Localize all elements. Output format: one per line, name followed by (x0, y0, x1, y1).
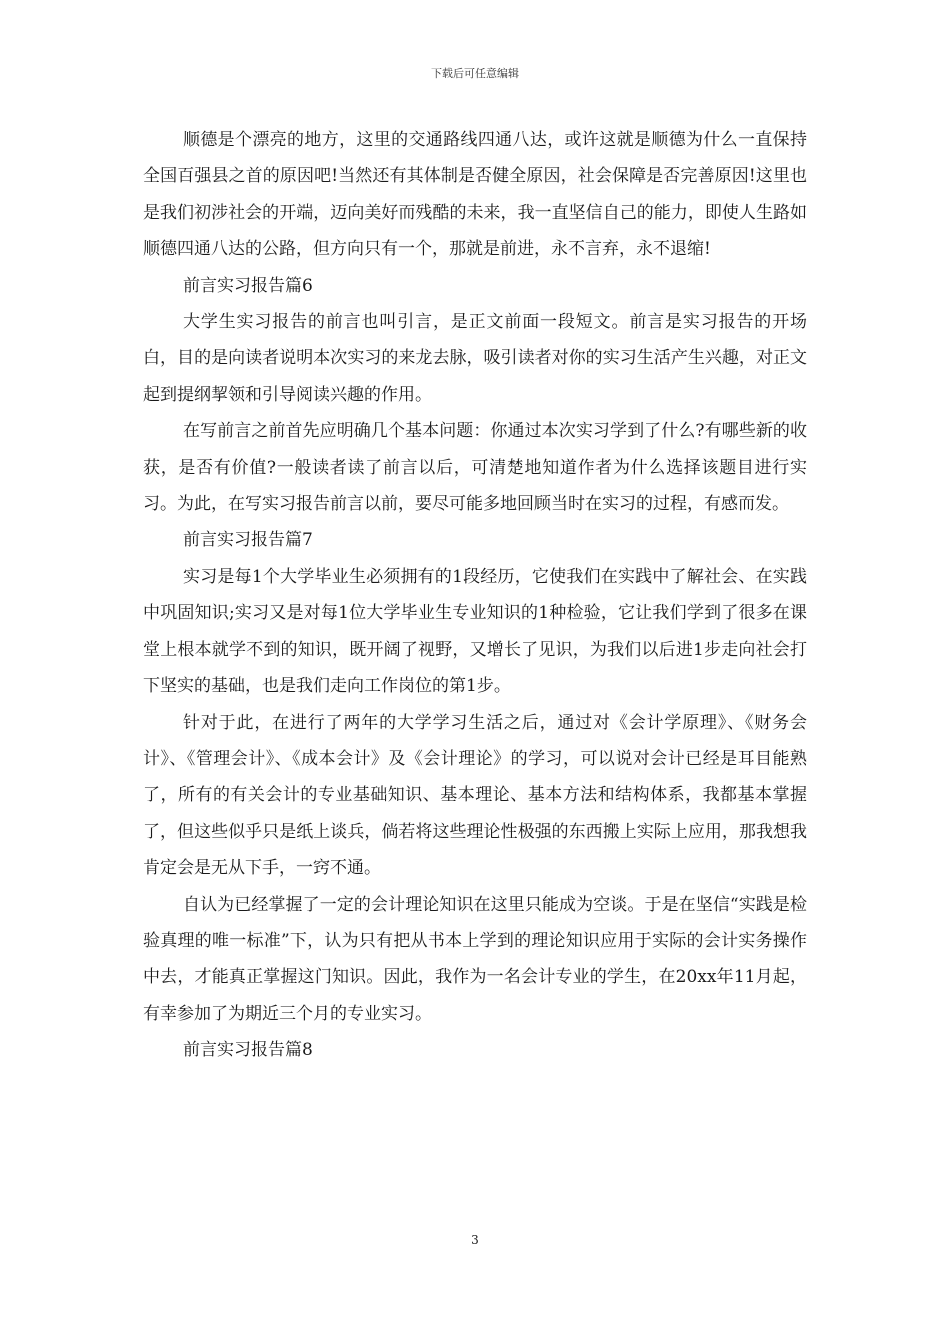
paragraph-practice-truth: 自认为已经掌握了一定的会计理论知识在这里只能成为空谈。于是在坚信“实践是检验真理的唯一标准”下，认为只有把从书本上学到的理论知识应用于实际的会计实务操作中去，才能真正掌握这门知识。因此，我作为一名会计专业的学生，在20xx年11月起，有幸参加了为期近三个月的专业实习。 (143, 894, 807, 1024)
page-header-note: 下载后可任意编辑 (431, 67, 519, 80)
paragraph-internship-importance: 实习是每1个大学毕业生必须拥有的1段经历，它使我们在实践中了解社会、在实践中巩固知识;实习又是对每1位大学毕业生专业知识的1种检验，它让我们学到了很多在课堂上根本就学不到的知识，既开阔了视野，又增长了见识，为我们以后进1步走向社会打下坚实的基础，也是我们走向工作岗位的第1步。 (143, 566, 807, 697)
section-heading-6: 前言实习报告篇6 (183, 275, 313, 296)
paragraph-preface-questions: 在写前言之前首先应明确几个基本问题：你通过本次实习学到了什么?有哪些新的收获，是否有价值?一般读者读了前言以后，可清楚地知道作者为什么选择该题目进行实习。为此，在写实习报告前言以前，要尽可能多地回顾当时在实习的过程，有感而发。 (143, 421, 807, 515)
paragraph-shunde: 顺德是个漂亮的地方，这里的交通路线四通八达，或许这就是顺德为什么一直保持全国百强县之首的原因吧!当然还有其体制是否健全原因，社会保障是否完善原因!这里也是我们初涉社会的开端，迈向美好而残酷的未来，我一直坚信自己的能力，即使人生路如顺德四通八达的公路，但方向只有一个，那就是前进，永不言弃，永不退缩! (143, 130, 807, 260)
section-heading-7: 前言实习报告篇7 (183, 530, 313, 551)
paragraph-accounting-study: 针对于此，在进行了两年的大学学习生活之后，通过对《会计学原理》、《财务会计》、《管理会计》、《成本会计》及《会计理论》的学习，可以说对会计已经是耳目能熟了，所有的有关会计的专业基础知识、基本理论、基本方法和结构体系，我都基本掌握了，但这些似乎只是纸上谈兵，倘若将这些理论性极强的东西搬上实际上应用，那我想我肯定会是无从下手，一窍不通。 (143, 712, 807, 879)
section-heading-8: 前言实习报告篇8 (183, 1040, 313, 1061)
document-body (143, 122, 807, 1069)
page-number: 3 (471, 1233, 479, 1247)
paragraph-preface-definition: 大学生实习报告的前言也叫引言，是正文前面一段短文。前言是实习报告的开场白，目的是向读者说明本次实习的来龙去脉，吸引读者对你的实习生活产生兴趣，对正文起到提纲挈领和引导阅读兴趣的作用。 (143, 312, 807, 405)
